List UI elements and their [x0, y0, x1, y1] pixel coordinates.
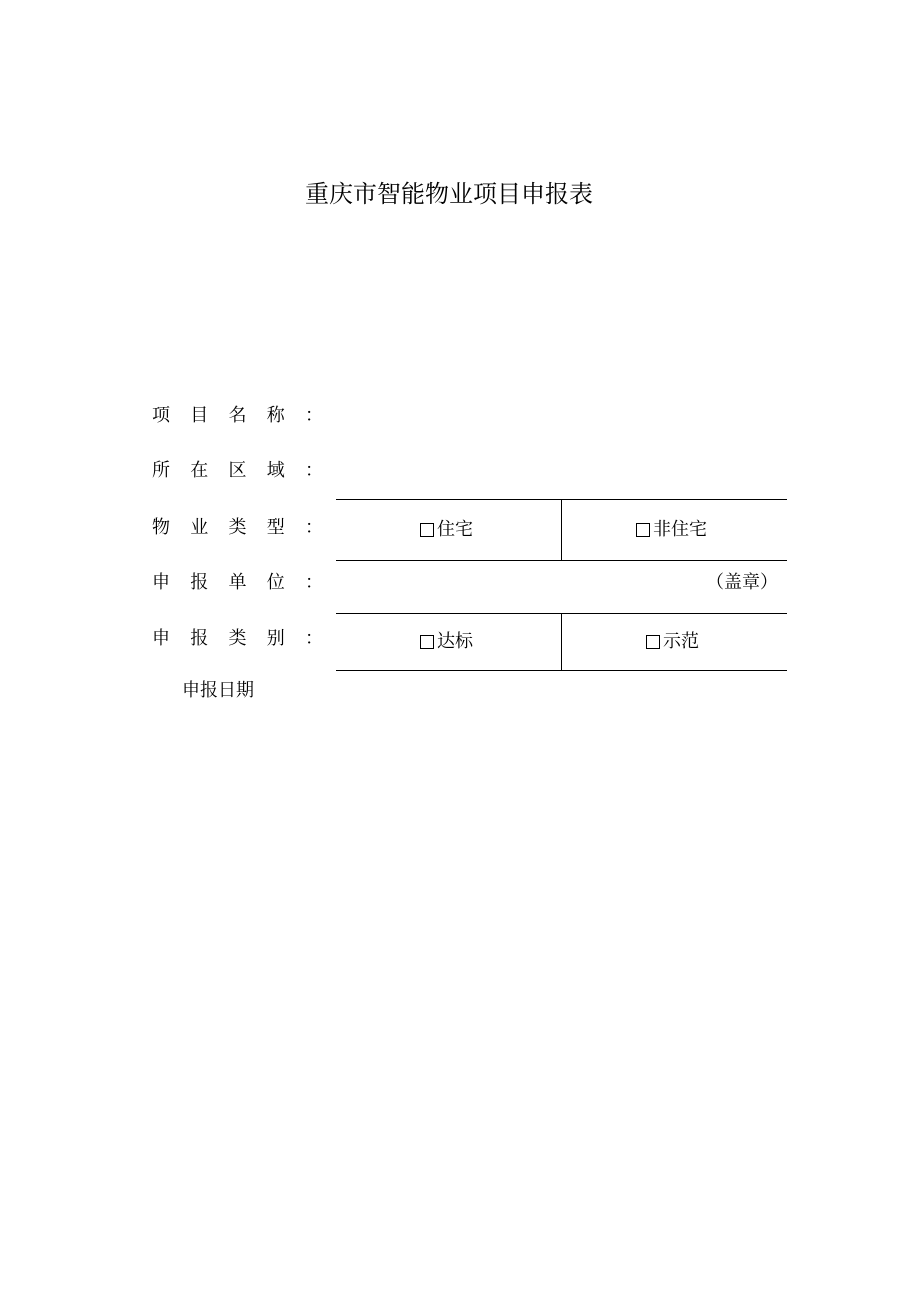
label-char: 位 — [266, 572, 285, 593]
checkbox-demonstration[interactable] — [646, 635, 660, 649]
option-standard[interactable] — [420, 630, 473, 654]
label-char: 报 — [190, 628, 209, 649]
field-label-region — [152, 459, 323, 483]
form-title: 重庆市智能物业项目申报表 — [305, 180, 593, 208]
label-colon: ： — [305, 405, 323, 426]
label-char: 报 — [190, 572, 209, 593]
label-char: 型 — [266, 517, 285, 538]
option-standard-label: 达标 — [437, 631, 473, 652]
option-non-residential[interactable] — [636, 518, 707, 542]
label-colon: ： — [305, 628, 323, 649]
field-label-applicant — [152, 571, 323, 595]
option-demonstration[interactable] — [646, 630, 699, 654]
label-char: 申 — [152, 628, 170, 649]
label-colon: ： — [305, 460, 323, 481]
table-divider-property-type — [561, 499, 562, 560]
label-char: 单 — [228, 572, 247, 593]
label-char: 物 — [152, 517, 170, 538]
date-label: 申报日期 — [182, 680, 254, 701]
checkbox-standard[interactable] — [420, 635, 434, 649]
option-residential[interactable] — [420, 518, 473, 542]
option-residential-label: 住宅 — [437, 519, 473, 540]
table-rule-bottom — [336, 670, 787, 671]
option-demonstration-label: 示范 — [663, 631, 699, 652]
label-char: 别 — [266, 628, 285, 649]
label-char: 类 — [228, 517, 247, 538]
option-non-residential-label: 非住宅 — [653, 519, 707, 540]
field-label-property-type — [152, 516, 323, 540]
table-rule-row1 — [336, 560, 787, 561]
table-divider-category — [561, 613, 562, 670]
label-char: 类 — [228, 628, 247, 649]
label-char: 业 — [190, 517, 209, 538]
stamp-note: （盖章） — [706, 572, 778, 593]
label-char: 名 — [228, 405, 247, 426]
checkbox-non-residential[interactable] — [636, 523, 650, 537]
checkbox-residential[interactable] — [420, 523, 434, 537]
label-colon: ： — [305, 572, 323, 593]
label-char: 目 — [190, 405, 209, 426]
field-label-category — [152, 627, 323, 651]
label-char: 项 — [152, 405, 170, 426]
field-label-project-name — [152, 404, 323, 428]
label-char: 域 — [266, 460, 285, 481]
label-char: 称 — [266, 405, 285, 426]
label-char: 申 — [152, 572, 170, 593]
label-char: 所 — [152, 460, 170, 481]
label-char: 在 — [190, 460, 209, 481]
label-colon: ： — [305, 517, 323, 538]
label-char: 区 — [228, 460, 247, 481]
